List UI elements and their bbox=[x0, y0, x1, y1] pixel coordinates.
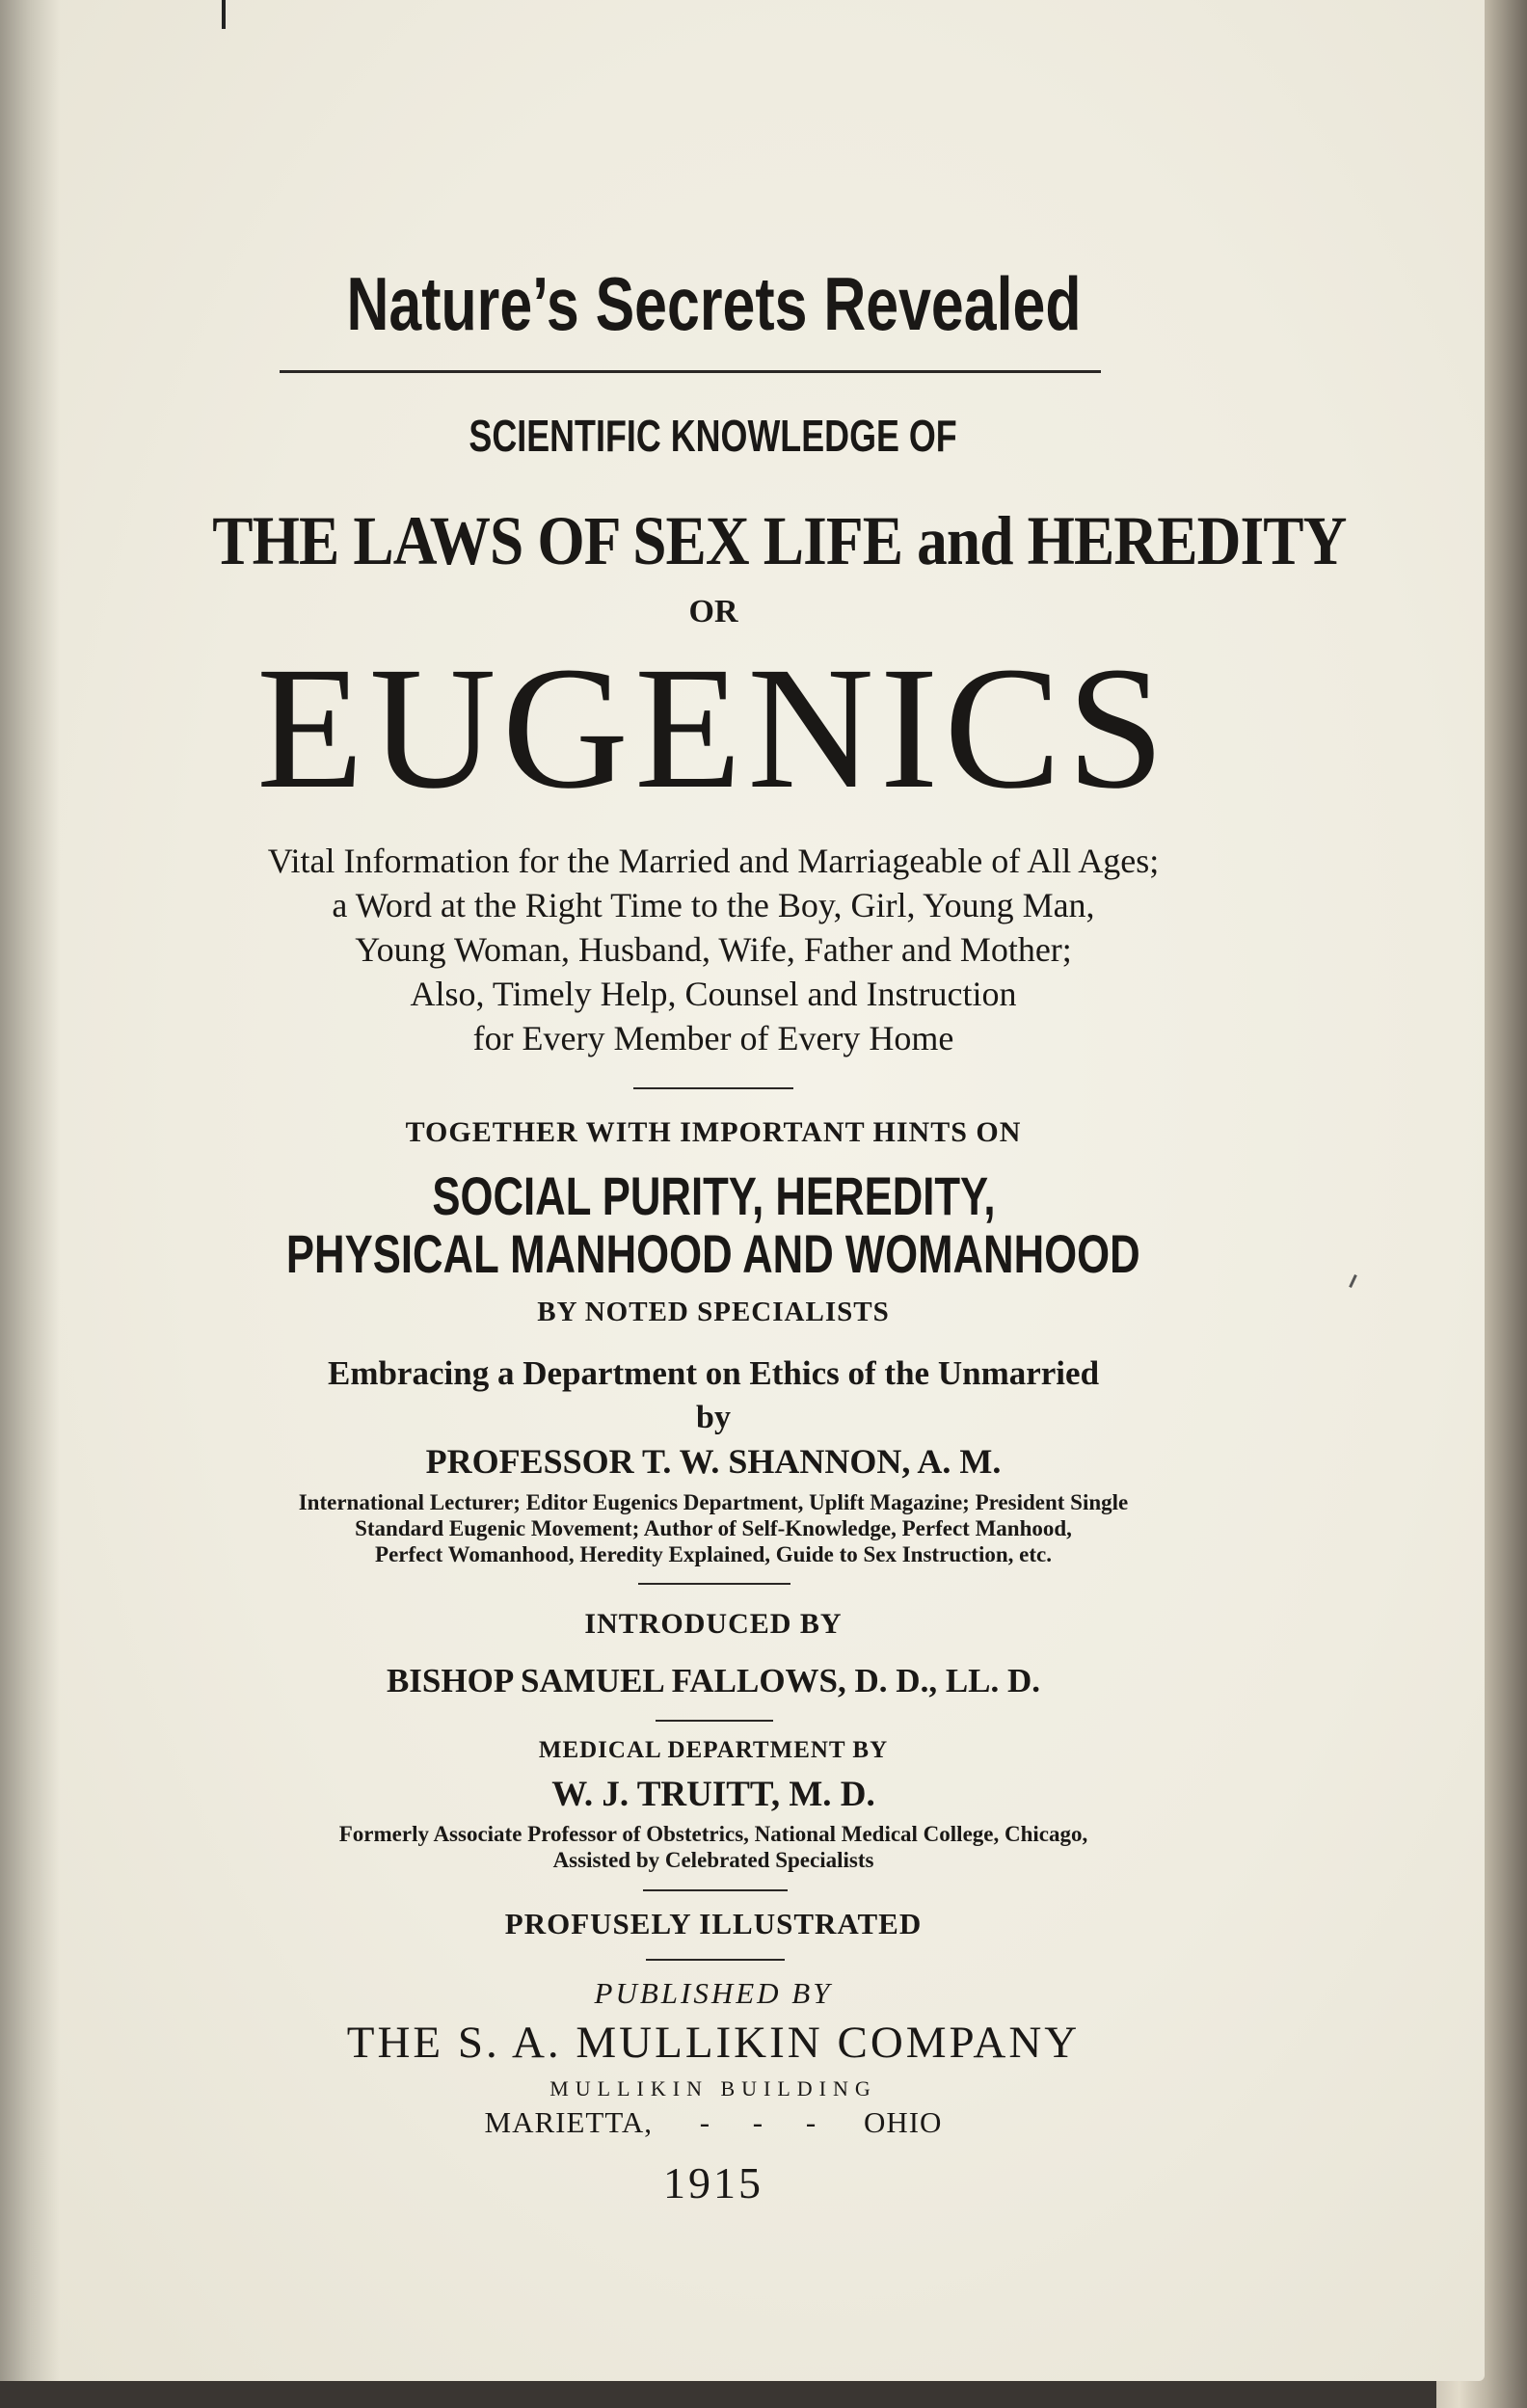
publisher-name: THE S. A. MULLIKIN COMPANY bbox=[346, 2018, 1081, 2068]
or-label: OR bbox=[688, 594, 738, 629]
subheading bbox=[135, 410, 1292, 462]
description-line-1: Vital Information for the Married and Marriageable of All Ages; bbox=[267, 842, 1160, 880]
publisher-building: MULLIKIN BUILDING bbox=[549, 2076, 877, 2100]
book-gutter bbox=[0, 0, 60, 2381]
divider-1 bbox=[633, 1087, 793, 1089]
description-line-3: Young Woman, Husband, Wife, Father and Mother; bbox=[355, 930, 1072, 969]
embracing-text: Embracing a Department on Ethics of the Unmarried bbox=[327, 1354, 1100, 1392]
main-title: EUGENICS bbox=[256, 631, 1170, 825]
state: OHIO bbox=[863, 2105, 943, 2139]
medical-author-name: W. J. TRUITT, M. D. bbox=[551, 1775, 875, 1814]
publisher-address bbox=[135, 2105, 1292, 2140]
together-label: TOGETHER WITH IMPORTANT HINTS ON bbox=[405, 1116, 1022, 1148]
divider-4 bbox=[643, 1889, 788, 1891]
page-mark bbox=[222, 0, 226, 29]
city: MARIETTA, bbox=[484, 2105, 653, 2139]
title-line-text: THE LAWS OF SEX LIFE and HEREDITY bbox=[212, 502, 1347, 579]
page-speck bbox=[1349, 1274, 1357, 1288]
author-credentials-3: Perfect Womanhood, Heredity Explained, Guide to Sex Instruction, etc. bbox=[375, 1542, 1052, 1566]
topics-line-2 bbox=[135, 1222, 1292, 1285]
medical-credentials-1: Formerly Associate Professor of Obstetrics, National Medical College, Chicago, bbox=[338, 1822, 1088, 1846]
description-line-2: a Word at the Right Time to the Boy, Girl, Young Man, bbox=[332, 886, 1095, 924]
medical-credentials-2: Assisted by Celebrated Specialists bbox=[552, 1848, 874, 1872]
introduced-by-label: INTRODUCED BY bbox=[584, 1608, 843, 1640]
author-credentials-2: Standard Eugenic Movement; Author of Self-Knowledge, Perfect Manhood, bbox=[355, 1516, 1072, 1540]
description-line-5: for Every Member of Every Home bbox=[472, 1019, 954, 1057]
published-by-label: PUBLISHED BY bbox=[594, 1976, 833, 2010]
topics-line-1-text: SOCIAL PURITY, HEREDITY, bbox=[431, 1165, 996, 1226]
medical-department-label: MEDICAL DEPARTMENT BY bbox=[538, 1737, 889, 1763]
author-credentials-1: International Lecturer; Editor Eugenics Department, Uplift Magazine; President Single bbox=[298, 1490, 1129, 1514]
heading bbox=[135, 260, 1292, 348]
author-name: PROFESSOR T. W. SHANNON, A. M. bbox=[425, 1442, 1002, 1481]
illustrated-label: PROFUSELY ILLUSTRATED bbox=[504, 1907, 923, 1940]
address-dashes: - - - bbox=[699, 2105, 817, 2139]
description-line-4: Also, Timely Help, Counsel and Instruction bbox=[410, 975, 1017, 1013]
by-specialists: BY NOTED SPECIALISTS bbox=[537, 1297, 890, 1327]
divider-5 bbox=[646, 1959, 785, 1961]
topics-line-2-text: PHYSICAL MANHOOD AND WOMANHOOD bbox=[286, 1223, 1140, 1284]
title-line bbox=[135, 501, 1347, 581]
heading-text: Nature’s Secrets Revealed bbox=[345, 261, 1082, 346]
by-label: by bbox=[696, 1400, 731, 1435]
publication-year: 1915 bbox=[663, 2158, 764, 2207]
topics-line-1 bbox=[135, 1164, 1292, 1227]
introducer-name: BISHOP SAMUEL FALLOWS, D. D., LL. D. bbox=[386, 1662, 1041, 1699]
heading-underline bbox=[280, 370, 1101, 373]
subheading-text: SCIENTIFIC KNOWLEDGE OF bbox=[469, 411, 958, 461]
divider-3 bbox=[656, 1720, 773, 1722]
divider-2 bbox=[638, 1583, 790, 1585]
